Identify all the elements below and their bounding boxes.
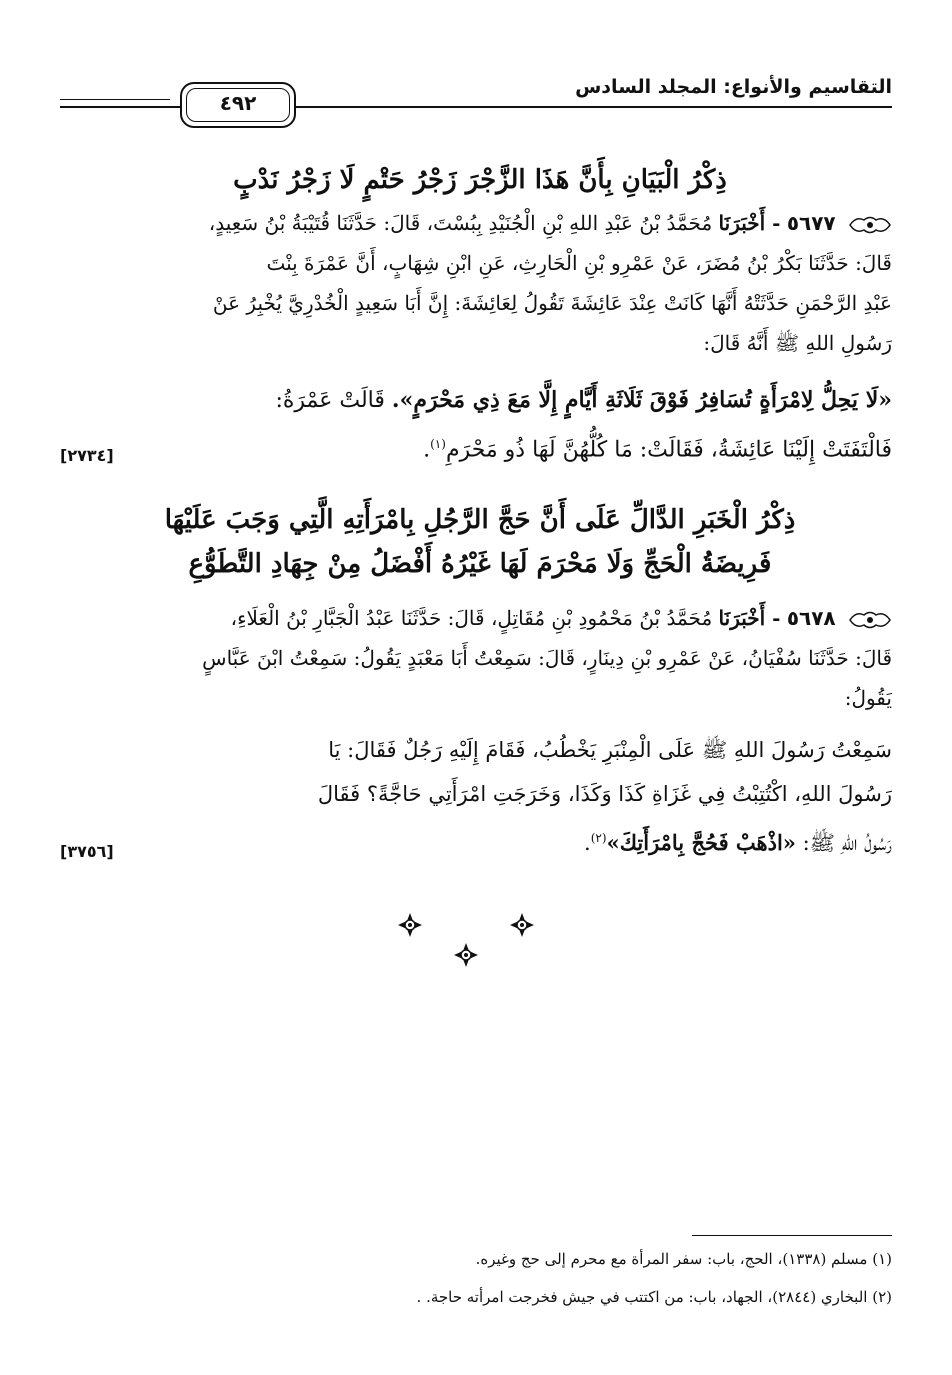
hadith-marker-icon [848, 609, 892, 631]
matn-text: «اذْهَبْ فَحُجَّ بِامْرَأَتِكَ» [606, 830, 796, 855]
footnote-2 [60, 1288, 892, 1306]
section-heading-1 [80, 158, 880, 202]
footnote-mark: (١) [430, 437, 446, 451]
text-line: ٥٦٧٧ - أَخْبَرَنَا مُحَمَّدُ بْنُ عَبْدِ اللهِ بْنِ الْجُنَيْدِ بِبُسْتَ، قَالَ: حَدَّثَنَا قُتَيْبَةُ بْنُ سَعِيدٍ، [60, 203, 892, 243]
footnote-text: مسلم (١٣٣٨)، الحج، باب: سفر المرأة مع محرم إلى حج وغيره. [475, 1250, 868, 1268]
header-rule-short [60, 99, 170, 100]
text-line [60, 378, 892, 422]
section-heading-line: فَرِيضَةُ الْحَجِّ وَلَا مَحْرَمَ لَهَا غَيْرُهُ أَفْضَلُ مِنْ جِهَادِ التَّطَوُّعِ [188, 549, 772, 579]
narration-line: مُحَمَّدُ بْنُ مَحْمُودِ بْنِ مُقَاتِلٍ، قَالَ: حَدَّثَنَا عَبْدُ الْجَبَّارِ بْنُ الْعَلَاءِ، [230, 606, 713, 630]
page-number-frame [180, 82, 296, 128]
hadith-number: ٥٦٧٨ [786, 606, 836, 630]
narration-line: قَالَ: حَدَّثَنَا بَكْرُ بْنُ مُضَرَ، عَنْ عَمْرِو بْنِ الْحَارِثِ، عَنِ ابْنِ شِهَابٍ، أَنَّ عَمْرَةَ بِنْتَ [266, 251, 892, 275]
flower-ornament-icon [397, 912, 423, 938]
hadith-5678-isnad [60, 598, 892, 718]
footnote-1 [60, 1250, 892, 1268]
text-line: فَالْتَفَتَتْ إِلَيْنَا عَائِشَةُ، فَقَالَتْ: مَا كُلُّهُنَّ لَهَا ذُو مَحْرَمٍ$^{(١)}$. [423, 437, 892, 463]
hadith-5677-isnad [60, 203, 892, 363]
hadith-5677-matn [60, 378, 892, 466]
section-heading-line: ذِكْرُ الْخَبَرِ الدَّالِّ عَلَى أَنَّ حَجَّ الرَّجُلِ بِامْرَأَتِهِ الَّتِي وَجَبَ عَلَيْهَا [164, 505, 796, 535]
hadith-5678-matn [60, 728, 892, 860]
akhbarana-word: أَخْبَرَنَا [718, 606, 766, 630]
narration-line: مُحَمَّدُ بْنُ عَبْدِ اللهِ بْنِ الْجُنَيْدِ بِبُسْتَ، قَالَ: حَدَّثَنَا قُتَيْبَةُ بْنُ سَعِيدٍ، [208, 211, 713, 235]
footnote-mark: (٢) [872, 1288, 892, 1306]
matn-line: رَسُولَ اللهِ، اكْتُتِبْتُ فِي غَزَاةِ كَذَا وَكَذَا، وَخَرَجَتِ امْرَأَتِي حَاجَّةً؟ فَقَالَ [317, 782, 892, 806]
footnote-mark: (٢) [590, 831, 607, 845]
footnote-rule [692, 1235, 892, 1236]
matn-text: «لَا يَحِلُّ لِامْرَأَةٍ تُسَافِرُ فَوْقَ ثَلَاثَةِ أَيَّامٍ إِلَّا مَعَ ذِي مَحْرَمٍ». [391, 387, 892, 413]
source-reference: [٢٧٣٤] [60, 446, 114, 465]
text-line: ٥٦٧٨ - أَخْبَرَنَا مُحَمَّدُ بْنُ مَحْمُودِ بْنِ مُقَاتِلٍ، قَالَ: حَدَّثَنَا عَبْدُ الْجَبَّارِ بْنُ الْعَلَاءِ، [60, 598, 892, 638]
flower-ornament-icon [453, 942, 479, 968]
flower-ornament-icon [509, 912, 535, 938]
hadith-marker-icon [848, 214, 892, 236]
page-header [60, 70, 892, 120]
footnote-mark: (١) [872, 1250, 892, 1268]
text-line: رَسُولُ اللهِ ﷺ: «اذْهَبْ فَحُجَّ بِامْرَأَتِكَ»$^{(٢)}$. [584, 830, 892, 855]
narration-line: رَسُولِ اللهِ ﷺ أَنَّهُ قَالَ: [703, 331, 892, 355]
narration-line: يَقُولُ: [844, 686, 892, 710]
running-title: التقاسيم والأنواع: المجلد السادس [575, 76, 892, 98]
page-number: ٤٩٢ [219, 91, 257, 115]
matn-line: رَسُولُ اللهِ ﷺ: [802, 831, 892, 855]
narration-line: عَبْدِ الرَّحْمَنِ حَدَّثَتْهُ أَنَّهَا كَانَتْ عِنْدَ عَائِشَةَ تَقُولُ لِعَائِشَةَ: إِنَّ أَبَا سَعِيدٍ الْخُدْرِيَّ يُخْبِرُ عَنْ [212, 291, 892, 315]
narration-line: قَالَ: حَدَّثَنَا سُفْيَانُ، عَنْ عَمْرِو بْنِ دِينَارٍ، قَالَ: سَمِعْتُ أَبَا مَعْبَدٍ يَقُولُ: سَمِعْتُ ابْنَ عَبَّاسٍ [202, 646, 892, 670]
section-heading-2 [80, 498, 880, 586]
matn-line: فَالْتَفَتَتْ إِلَيْنَا عَائِشَةُ، فَقَالَتْ: مَا كُلُّهُنَّ لَهَا ذُو مَحْرَمٍ [445, 437, 892, 463]
hadith-number: ٥٦٧٧ [786, 211, 836, 235]
source-reference: [٣٧٥٦] [60, 842, 114, 861]
matn-line: سَمِعْتُ رَسُولَ اللهِ ﷺ عَلَى الْمِنْبَرِ يَخْطُبُ، فَقَامَ إِلَيْهِ رَجُلٌ فَقَالَ: يَا [328, 738, 892, 762]
matn-continuation: قَالَتْ عَمْرَةُ: [275, 388, 385, 413]
akhbarana-word: أَخْبَرَنَا [718, 211, 766, 235]
footnote-text: البخاري (٢٨٤٤)، الجهاد، باب: من اكتتب في جيش فخرجت امرأته حاجة. . [416, 1288, 868, 1306]
section-heading-line: ذِكْرُ الْبَيَانِ بِأَنَّ هَذَا الزَّجْرَ زَجْرُ حَتْمٍ لَا زَجْرُ نَدْبٍ [233, 165, 727, 195]
